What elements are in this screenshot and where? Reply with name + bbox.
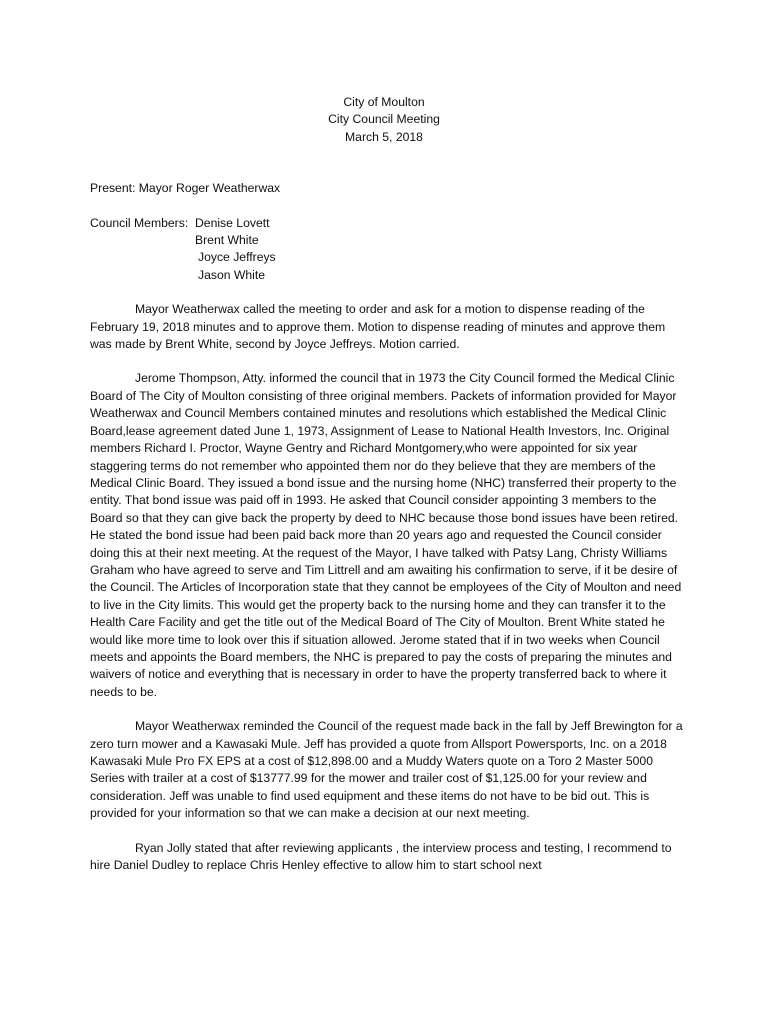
paragraph-medical-clinic-board: Jerome Thompson, Atty. informed the council that in 1973 the City Council formed the Medical Clinic Board of The City of Moulton consisting of three original members. Packets of information provided for Mayor Weatherwax and Council Members contained minutes and resolutions which established the Medical Clinic Board,lease agreement dated June 1, 1973, Assignment of Lease to National Health Investors, Inc. Original members Richard I. Proctor, Wayne Gentry and Richard Montgomery,who were appointed for six year staggering terms do not remember who appointed them nor do they believe that they are members of the Medical Clinic Board. They issued a bond issue and the nursing home (NHC) transferred their property to the entity. That bond issue was paid off in 1993. He asked that Council consider appointing 3 members to the Board so that they can give back the property by deed to NHC because those bond issues have been retired. He stated the bond issue had been paid back more than 20 years ago and requested the Council consider doing this at their next meeting. At the request of the Mayor, I have talked with Patsy Lang, Christy Williams Graham who have agreed to serve and Tim Littrell and am awaiting his confirmation to serve, if it be desire of the Council. The Articles of Incorporation state that they cannot be employees of the City of Moulton and need to live in the City limits. This would get the property back to the nursing home and they can transfer it to the Health Care Facility and get the title out of the Medical Board of The City of Moulton. Brent White stated he would like more time to look over this if situation allowed. Jerome stated that if in two weeks when Council meets and appoints the Board members, the NHC is prepared to pay the costs of preparing the minutes and waivers of notice and everything that is necessary in order to have the property transferred back to where it needs to be. [90,371,682,699]
council-members-block [90,215,690,285]
present-line: Present: Mayor Roger Weatherwax [90,181,281,196]
paragraph-call-to-order: Mayor Weatherwax called the meeting to order and ask for a motion to dispense reading of the February 19, 2018 minutes and to approve them. Motion to dispense reading of minutes and approve them was made by Brent White, second by Joyce Jeffreys. Motion carried. [90,302,666,352]
header-meeting-date: March 5, 2018 [345,129,423,144]
council-member: Brent White [194,233,259,248]
council-members-list [195,215,276,285]
council-member: Joyce Jeffreys [197,250,276,265]
document-header [84,94,684,146]
paragraph-mower-request: Mayor Weatherwax reminded the Council of the request made back in the fall by Jeff Brewington for a zero turn mower and a Kawasaki Mule. Jeff has provided a quote from Allsport Powersports, Inc. on a 2018 Kawasaki Mule Pro FX EPS at a cost of $12,898.00 and a Muddy Waters quote on a Toro 2 Master 5000 Series with trailer at a cost of $13777.99 for the mower and trailer cost of $1,125.00 for your review and consideration. Jeff was unable to find used equipment and these items do not have to be bid out. This is provided for your information so that we can make a decision at our next meeting. [90,719,683,821]
header-meeting-title: City Council Meeting [328,112,440,127]
document-body [90,94,690,874]
council-member: Denise Lovett [194,215,270,230]
council-member: Jason White [197,267,266,282]
council-members-label: Council Members: [90,215,195,230]
header-city-name: City of Moulton [343,95,425,109]
paragraph-hiring-recommendation: Ryan Jolly stated that after reviewing applicants , the interview process and testing, I recommend to hire Daniel Dudley to replace Chris Henley effective to allow him to start school next [90,840,672,873]
